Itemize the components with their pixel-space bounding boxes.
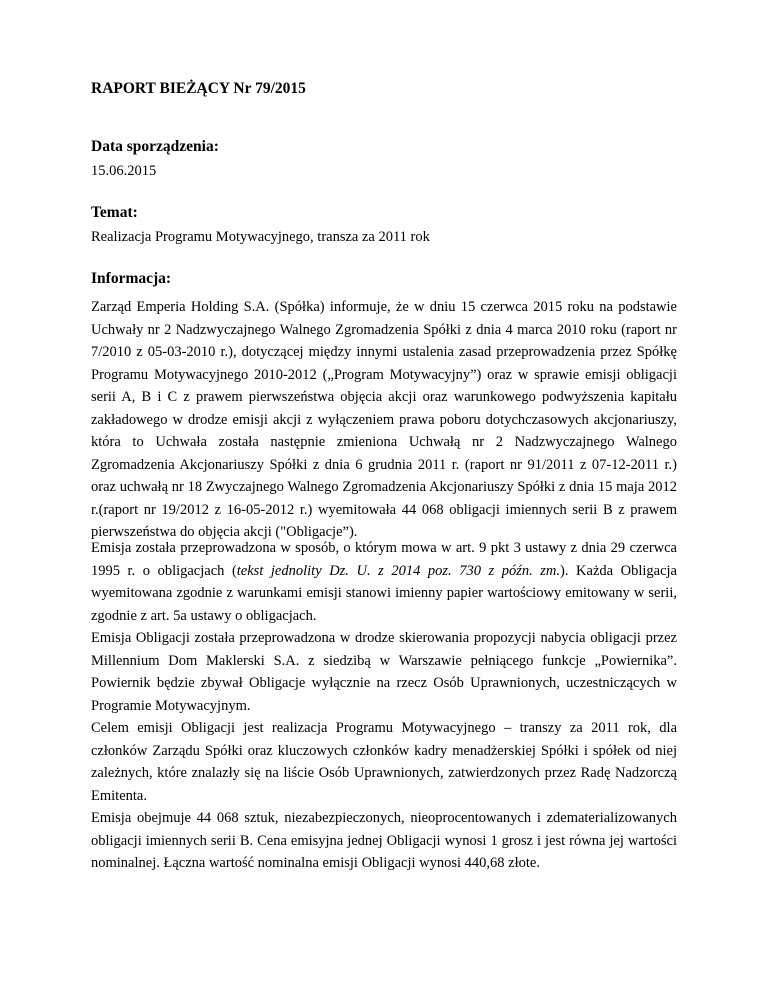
date-label: Data sporządzenia: (91, 138, 219, 155)
paragraph-2 (91, 537, 677, 627)
paragraph-5: Emisja obejmuje 44 068 sztuk, niezabezpieczonych, nieoprocentowanych i zdematerializowanych obligacji imiennych serii B. Cena emisyjna jednej Obligacji wynosi 1 grosz i jest równa jej wartości nominalnej. Łączna wartość nominalna emisji Obligacji wynosi 440,68 złote. (91, 810, 677, 871)
paragraph-3: Emisja Obligacji została przeprowadzona w drodze skierowania propozycji nabycia obligacji przez Millennium Dom Maklerski S.A. z siedzibą w Warszawie pełniącego funkcje „Powiernika”. Powiernik będzie zbywał Obligacje wyłącznie na rzecz Osób Uprawnionych, uczestniczących w Programie Motywacyjnym. (91, 630, 677, 714)
paragraph-2-text-end: ). Każda Obligacja wyemitowana zgodnie z warunkami emisji stanowi imienny papier wartościowy emitowany w serii, zgodnie z art. 5a ustawy o obligacjach. (91, 562, 677, 624)
paragraph-1: Zarząd Emperia Holding S.A. (Spółka) informuje, że w dniu 15 czerwca 2015 roku na podstawie Uchwały nr 2 Nadzwyczajnego Walnego Zgromadzenia Spółki z dnia 4 marca 2010 roku (raport nr 7/2010 z 05-03-2010 r.), dotyczącej między innymi ustalenia zasad przeprowadzenia przez Spółkę Programu Motywacyjnego 2010-2012 („Program Motywacyjny”) oraz w sprawie emisji obligacji serii A, B i C z prawem pierwszeństwa objęcia akcji oraz warunkowego podwyższenia kapitału zakładowego w drodze emisji akcji z wyłączeniem prawa poboru dotychczasowych akcjonariuszy, która to Uchwała została następnie zmieniona Uchwałą nr 2 Nadzwyczajnego Walnego Zgromadzenia Akcjonariuszy Spółki z dnia 6 grudnia 2011 r. (raport nr 91/2011 z 07-12-2011 r.) oraz uchwałą nr 18 Zwyczajnego Walnego Zgromadzenia Akcjonariuszy Spółki z dnia 15 maja 2012 r.(raport nr 19/2012 z 16-05-2012 r.) wyemitowała 44 068 obligacji imiennych serii B z prawem pierwszeństwa do objęcia akcji ("Obligacje”). (91, 299, 677, 540)
info-section (91, 269, 677, 289)
topic-value: Realizacja Programu Motywacyjnego, transza za 2011 rok (91, 229, 430, 245)
report-title: RAPORT BIEŻĄCY Nr 79/2015 (91, 80, 306, 97)
date-section (91, 137, 677, 181)
topic-label: Temat: (91, 204, 138, 221)
date-value: 15.06.2015 (91, 163, 157, 179)
paragraph-4: Celem emisji Obligacji jest realizacja Programu Motywacyjnego – transzy za 2011 rok, dla członków Zarządu Spółki oraz kluczowych członków kadry menadżerskiej Spółki i spółek od niej zależnych, które znalazły się na liście Osób Uprawnionych, zatwierdzonych przez Radę Nadzorczą Emitenta. (91, 720, 677, 804)
paragraph-2-citation: tekst jednolity Dz. U. z 2014 poz. 730 z późn. zm. (236, 562, 561, 579)
paragraph-2-text-start: Emisja została przeprowadzona w sposób, o którym mowa w art. 9 pkt 3 ustawy z dnia 29 czerwca 1995 r. o obligacjach ( (91, 540, 677, 579)
info-label: Informacja: (91, 270, 172, 287)
topic-section (91, 203, 677, 247)
